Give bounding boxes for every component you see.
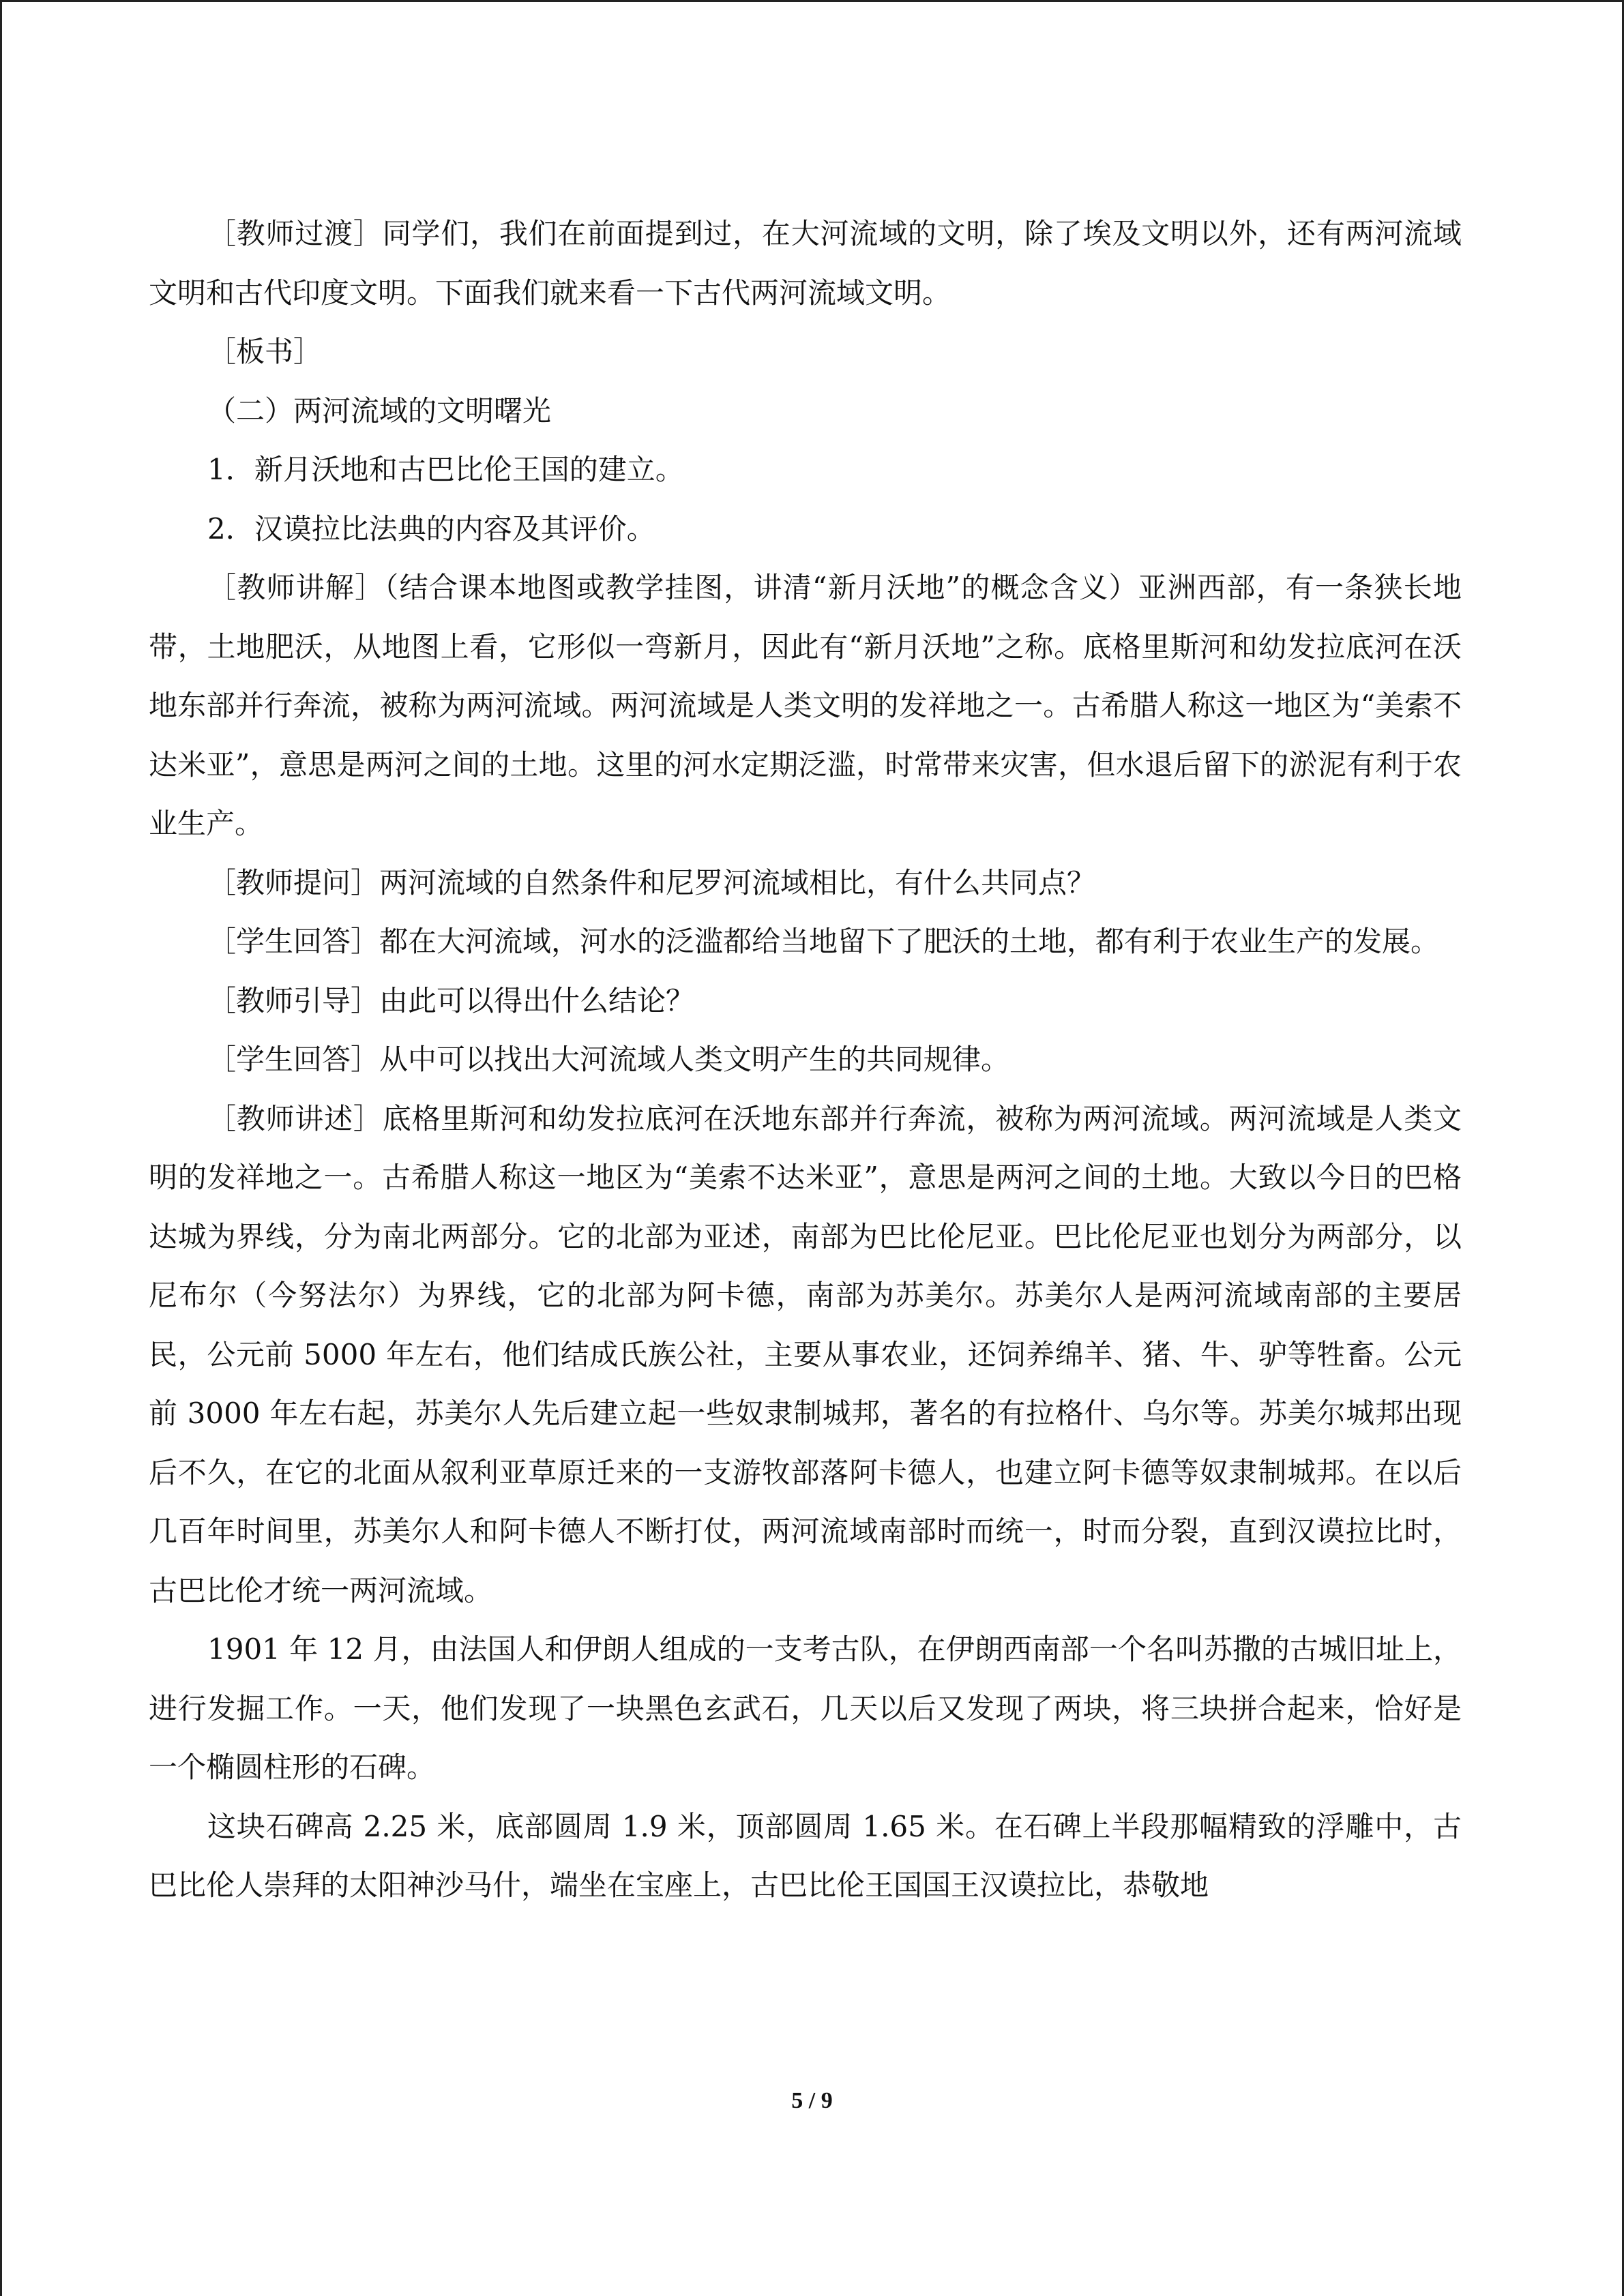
- list-item: 1．新月沃地和古巴比伦王国的建立。: [207, 453, 684, 486]
- paragraph: ［板书］: [207, 335, 323, 368]
- paragraph: ［学生回答］从中可以找出大河流域人类文明产生的共同规律。: [207, 1043, 1010, 1076]
- list-item: 2．汉谟拉比法典的内容及其评价。: [207, 511, 655, 546]
- paragraph: ［学生回答］都在大河流域，河水的泛滥都给当地留下了肥沃的土地，都有利于农业生产的发展。: [207, 925, 1440, 958]
- paragraph: ［教师提问］两河流域的自然条件和尼罗河流域相比，有什么共同点？: [207, 865, 1096, 899]
- page-number: 5 / 9: [791, 2088, 833, 2113]
- document-body: [149, 205, 1462, 1915]
- paragraph: ［教师引导］由此可以得出什么结论？: [207, 983, 695, 1017]
- paragraph: 这块石碑高 2.25 米，底部圆周 1.9 米，顶部圆周 1.65 米。在石碑上半段那幅精致的浮雕中，古巴比伦人崇拜的太阳神沙马什，端坐在宝座上，古巴比伦王国国王汉谟拉比，恭敬地: [149, 1809, 1462, 1902]
- section-heading: （二）两河流域的文明曙光: [207, 393, 552, 428]
- paragraph: ［教师过渡］同学们，我们在前面提到过，在大河流域的文明，除了埃及文明以外，还有两河流域文明和古代印度文明。下面我们就来看一下古代两河流域文明。: [149, 217, 1462, 310]
- paragraph: 1901 年 12 月，由法国人和伊朗人组成的一支考古队，在伊朗西南部一个名叫苏撒的古城旧址上，进行发掘工作。一天，他们发现了一块黑色玄武石，几天以后又发现了两块，将三块拼合起来，恰好是一个椭圆柱形的石碑。: [149, 1632, 1462, 1784]
- paragraph: ［教师讲述］底格里斯河和幼发拉底河在沃地东部并行奔流，被称为两河流域。两河流域是人类文明的发祥地之一。古希腊人称这一地区为“美索不达米亚”，意思是两河之间的土地。大致以今日的巴格达城为界线，分为南北两部分。它的北部为亚述，南部为巴比伦尼亚。巴比伦尼亚也划分为两部分，以尼布尔（今努法尔）为界线，它的北部为阿卡德，南部为苏美尔。苏美尔人是两河流域南部的主要居民，公元前 5000 年左右，他们结成氏族公社，主要从事农业，还饲养绵羊、猪、牛、驴等牲畜。公元前 3000 年左右起，苏美尔人先后建立起一些奴隶制城邦，著名的有拉格什、乌尔等。苏美尔城邦出现后不久，在它的北面从叙利亚草原迁来的一支游牧部落阿卡德人，也建立阿卡德等奴隶制城邦。在以后几百年时间里，苏美尔人和阿卡德人不断打仗，两河流域南部时而统一，时而分裂，直到汉谟拉比时，古巴比伦才统一两河流域。: [149, 1101, 1462, 1607]
- paragraph: ［教师讲解］（结合课本地图或教学挂图，讲清“新月沃地”的概念含义）亚洲西部，有一条狭长地带，土地肥沃，从地图上看，它形似一弯新月，因此有“新月沃地”之称。底格里斯河和幼发拉底河在沃地东部并行奔流，被称为两河流域。两河流域是人类文明的发祥地之一。古希腊人称这一地区为“美索不达米亚”，意思是两河之间的土地。这里的河水定期泛滥，时常带来灾害，但水退后留下的淤泥有利于农业生产。: [149, 571, 1462, 840]
